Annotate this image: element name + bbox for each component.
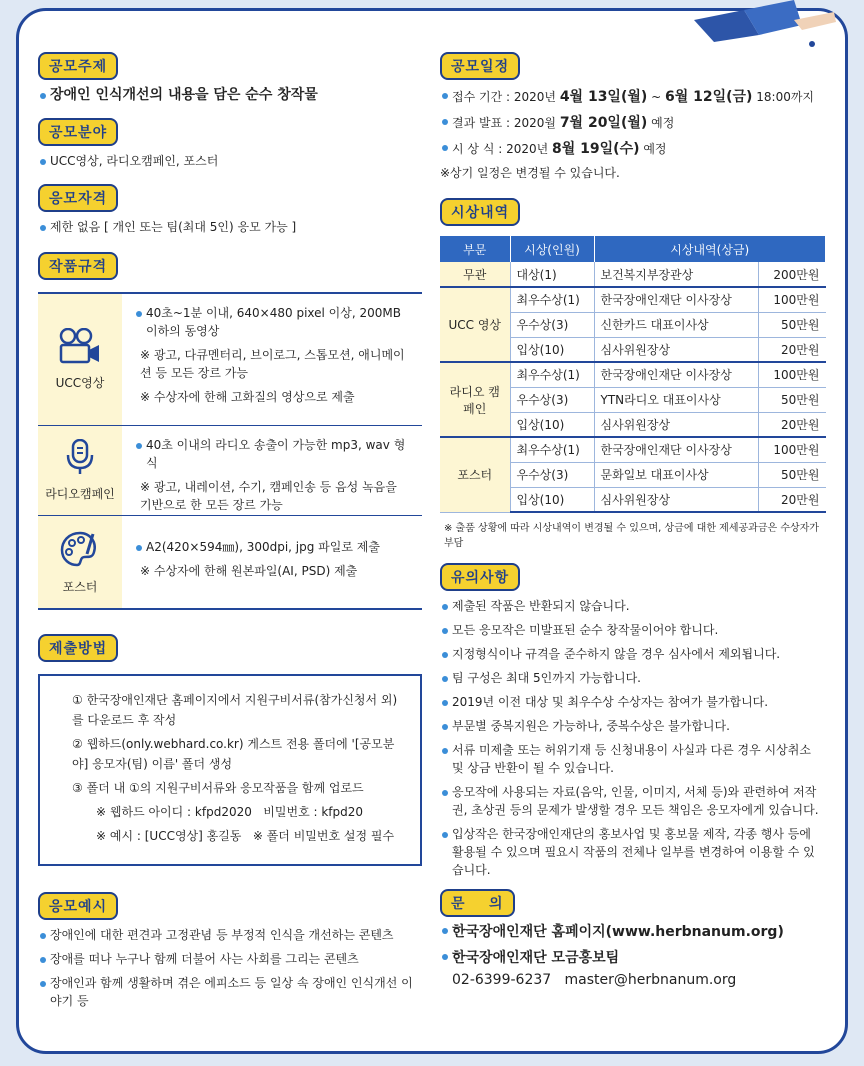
prize-award: 최우수상(1) bbox=[510, 437, 594, 462]
prize-award: 최우수상(1) bbox=[510, 362, 594, 387]
prize-h-award: 시상(인원) bbox=[510, 236, 594, 262]
spec-ucc-n1: ※ 광고, 다큐멘터리, 브이로그, 스톱모션, 애니메이션 등 모든 장르 가능 bbox=[140, 348, 405, 380]
prize-amount: 100만원 bbox=[759, 437, 826, 462]
field-tag: 공모분야 bbox=[38, 118, 118, 146]
prize-tag: 시상내역 bbox=[440, 198, 520, 226]
prize-h-category: 부문 bbox=[440, 236, 510, 262]
eligibility-tag: 응모자격 bbox=[38, 184, 118, 212]
submit-note-1: ※ 웹하드 아이디 : kfpd2020 비밀번호 : kfpd20 bbox=[96, 805, 364, 819]
caution-1: 제출된 작품은 반환되지 않습니다. bbox=[440, 597, 826, 615]
spec-section bbox=[38, 252, 422, 610]
caution-3: 지정형식이나 규격을 준수하지 않을 경우 심사에서 제외됩니다. bbox=[440, 645, 826, 663]
table-row bbox=[440, 287, 826, 312]
spec-ucc-cell bbox=[38, 294, 122, 425]
schedule-row-2 bbox=[440, 112, 826, 134]
prize-amount: 200만원 bbox=[759, 262, 826, 287]
prize-by: 보건복지부장관상 bbox=[594, 262, 759, 287]
contact-tag: 문 의 bbox=[440, 889, 515, 917]
spec-ucc-n2: ※ 수상자에 한해 고화질의 영상으로 제출 bbox=[140, 390, 355, 404]
schedule-r1-sep: ~ bbox=[647, 90, 665, 104]
prize-amount: 20만원 bbox=[759, 487, 826, 512]
table-row bbox=[440, 362, 826, 387]
mascot-legs-icon bbox=[684, 0, 844, 58]
table-row bbox=[440, 262, 826, 287]
spec-row-poster bbox=[38, 516, 422, 608]
schedule-r1-label: 접수 기간 : 2020년 bbox=[452, 90, 560, 104]
example-2: 장애를 떠나 누구나 함께 더불어 사는 사회를 그리는 콘텐츠 bbox=[38, 950, 422, 968]
contact-section bbox=[440, 889, 826, 991]
left-column bbox=[38, 52, 422, 1018]
palette-icon bbox=[60, 530, 100, 568]
video-camera-icon bbox=[58, 328, 102, 364]
submit-step-1: ① 한국장애인재단 홈페이지에서 지원구비서류(참가신청서 외) 를 다운로드 후 작성 bbox=[72, 693, 398, 727]
example-1: 장애인에 대한 편견과 고정관념 등 부정적 인식을 개선하는 콘텐츠 bbox=[38, 926, 422, 944]
schedule-row-3 bbox=[440, 138, 826, 160]
spec-ucc-body bbox=[122, 294, 422, 425]
field-section bbox=[38, 118, 422, 170]
spec-radio-label: 라디오캠페인 bbox=[45, 487, 115, 501]
schedule-r3-tail: 예정 bbox=[639, 142, 667, 156]
cautions-section bbox=[440, 563, 826, 879]
prize-by: 심사위원장상 bbox=[594, 412, 759, 437]
schedule-section bbox=[440, 52, 826, 182]
spec-poster-b1: A2(420×594㎜), 300dpi, jpg 파일로 제출 bbox=[134, 538, 412, 556]
prize-by: 문화일보 대표이사상 bbox=[594, 462, 759, 487]
schedule-r2-date: 7월 20일(월) bbox=[559, 115, 648, 131]
prize-award: 입상(10) bbox=[510, 487, 594, 512]
schedule-tag: 공모일정 bbox=[440, 52, 520, 80]
prize-note: ※ 출품 상황에 따라 시상내역이 변경될 수 있으며, 상금에 대한 제세공과금은 수상자가 부담 bbox=[444, 523, 819, 549]
spec-poster-body bbox=[122, 516, 422, 608]
theme-text: 장애인 인식개선의 내용을 담은 순수 창작물 bbox=[38, 86, 422, 104]
spec-radio-body bbox=[122, 426, 422, 515]
prize-header bbox=[440, 236, 826, 262]
prize-by: 한국장애인재단 이사장상 bbox=[594, 437, 759, 462]
prize-cat-none: 무관 bbox=[440, 262, 510, 287]
caution-9: 입상작은 한국장애인재단의 홍보사업 및 홍보물 제작, 각종 행사 등에 활용될 수 있으며 필요시 작품의 전체나 일부를 변경하여 이용할 수 있습니다. bbox=[440, 825, 826, 879]
contact-team: 한국장애인재단 모금홍보팀 bbox=[440, 947, 826, 969]
spec-poster-n1: ※ 수상자에 한해 원본파일(AI, PSD) 제출 bbox=[140, 564, 358, 578]
spec-ucc-b1: 40초~1분 이내, 640×480 pixel 이상, 200MB 이하의 동영상 bbox=[134, 304, 412, 340]
prize-amount: 100만원 bbox=[759, 362, 826, 387]
prize-table bbox=[440, 236, 826, 513]
schedule-r2-tail: 예정 bbox=[647, 116, 675, 130]
spec-ucc-label: UCC영상 bbox=[55, 376, 105, 390]
spec-table bbox=[38, 292, 422, 610]
prize-award: 최우수상(1) bbox=[510, 287, 594, 312]
prize-h-detail: 시상내역(상금) bbox=[594, 236, 826, 262]
prize-amount: 100만원 bbox=[759, 287, 826, 312]
caution-6: 부문별 중복지원은 가능하나, 중복수상은 불가합니다. bbox=[440, 717, 826, 735]
prize-section bbox=[440, 198, 826, 551]
contact-phone-email[interactable]: 02-6399-6237 master@herbnanum.org bbox=[452, 972, 737, 988]
prize-award: 우수상(3) bbox=[510, 462, 594, 487]
prize-amount: 50만원 bbox=[759, 312, 826, 337]
examples-section bbox=[38, 892, 422, 1010]
schedule-r3-label: 시 상 식 : 2020년 bbox=[452, 142, 553, 156]
submit-step-3: ③ 폴더 내 ①의 지원구비서류와 응모작품을 함께 업로드 bbox=[72, 781, 364, 795]
examples-tag: 응모예시 bbox=[38, 892, 118, 920]
prize-by: 신한카드 대표이사상 bbox=[594, 312, 759, 337]
schedule-r1-start: 4월 13일(월) bbox=[559, 89, 648, 105]
theme-tag: 공모주제 bbox=[38, 52, 118, 80]
eligibility-section bbox=[38, 184, 422, 236]
submit-note-2: ※ 예시 : [UCC영상] 홍길동 ※ 폴더 비밀번호 설정 필수 bbox=[96, 829, 395, 843]
spec-radio-n1: ※ 광고, 내레이션, 수기, 캠페인송 등 음성 녹음을 기반으로 한 모든 장르 가능 bbox=[140, 480, 397, 512]
eligibility-text: 제한 없음 [ 개인 또는 팀(최대 5인) 응모 가능 ] bbox=[38, 218, 422, 236]
spec-tag: 작품규격 bbox=[38, 252, 118, 280]
right-column bbox=[440, 52, 826, 999]
contact-homepage[interactable]: 한국장애인재단 홈페이지(www.herbnanum.org) bbox=[440, 921, 826, 943]
theme-section bbox=[38, 52, 422, 104]
schedule-r1-end: 6월 12일(금) bbox=[664, 89, 753, 105]
prize-amount: 20만원 bbox=[759, 412, 826, 437]
spec-radio-cell bbox=[38, 426, 122, 515]
prize-award: 입상(10) bbox=[510, 412, 594, 437]
prize-award: 우수상(3) bbox=[510, 387, 594, 412]
submit-section bbox=[38, 634, 422, 866]
caution-4: 팀 구성은 최대 5인까지 가능합니다. bbox=[440, 669, 826, 687]
prize-cat-poster: 포스터 bbox=[440, 437, 510, 512]
table-row bbox=[440, 437, 826, 462]
spec-row-radio bbox=[38, 426, 422, 516]
prize-by: YTN라디오 대표이사상 bbox=[594, 387, 759, 412]
cautions-tag: 유의사항 bbox=[440, 563, 520, 591]
submit-box bbox=[38, 674, 422, 866]
caution-2: 모든 응모작은 미발표된 순수 창작물이어야 합니다. bbox=[440, 621, 826, 639]
prize-award: 대상(1) bbox=[510, 262, 594, 287]
submit-step-2: ② 웹하드(only.webhard.co.kr) 게스트 전용 폴더에 '[공모분야] 응모자(팀) 이름' 폴더 생성 bbox=[72, 737, 395, 771]
schedule-r1-tail: 18:00까지 bbox=[752, 90, 815, 104]
prize-cat-radio: 라디오 캠페인 bbox=[440, 362, 510, 437]
field-text: UCC영상, 라디오캠페인, 포스터 bbox=[38, 152, 422, 170]
schedule-r2-label: 결과 발표 : 2020월 bbox=[452, 116, 560, 130]
prize-award: 입상(10) bbox=[510, 337, 594, 362]
spec-poster-label: 포스터 bbox=[62, 579, 98, 594]
prize-by: 심사위원장상 bbox=[594, 337, 759, 362]
caution-5: 2019년 이전 대상 및 최우수상 수상자는 참여가 불가합니다. bbox=[440, 693, 826, 711]
prize-amount: 50만원 bbox=[759, 462, 826, 487]
microphone-icon bbox=[65, 439, 95, 475]
spec-poster-cell bbox=[38, 516, 122, 608]
prize-cat-ucc: UCC 영상 bbox=[440, 287, 510, 362]
prize-by: 한국장애인재단 이사장상 bbox=[594, 362, 759, 387]
prize-amount: 50만원 bbox=[759, 387, 826, 412]
prize-by: 한국장애인재단 이사장상 bbox=[594, 287, 759, 312]
caution-8: 응모작에 사용되는 자료(음악, 인물, 이미지, 서체 등)와 관련하여 저작권, 초상권 등의 문제가 발생할 경우 모든 책임은 응모자에게 있습니다. bbox=[440, 783, 826, 819]
schedule-row-1 bbox=[440, 86, 826, 108]
spec-radio-b1: 40초 이내의 라디오 송출이 가능한 mp3, wav 형식 bbox=[134, 436, 412, 472]
submit-tag: 제출방법 bbox=[38, 634, 118, 662]
spec-row-ucc bbox=[38, 294, 422, 426]
schedule-note: ※상기 일정은 변경될 수 있습니다. bbox=[440, 166, 620, 180]
caution-7: 서류 미제출 또는 허위기재 등 신청내용이 사실과 다른 경우 시상취소 및 상금 반환이 될 수 있습니다. bbox=[440, 741, 826, 777]
prize-amount: 20만원 bbox=[759, 337, 826, 362]
schedule-r3-date: 8월 19일(수) bbox=[552, 141, 640, 157]
prize-award: 우수상(3) bbox=[510, 312, 594, 337]
prize-by: 심사위원장상 bbox=[594, 487, 759, 512]
example-3: 장애인과 함께 생활하며 겪은 에피소드 등 일상 속 장애인 인식개선 이야기 등 bbox=[38, 974, 422, 1010]
